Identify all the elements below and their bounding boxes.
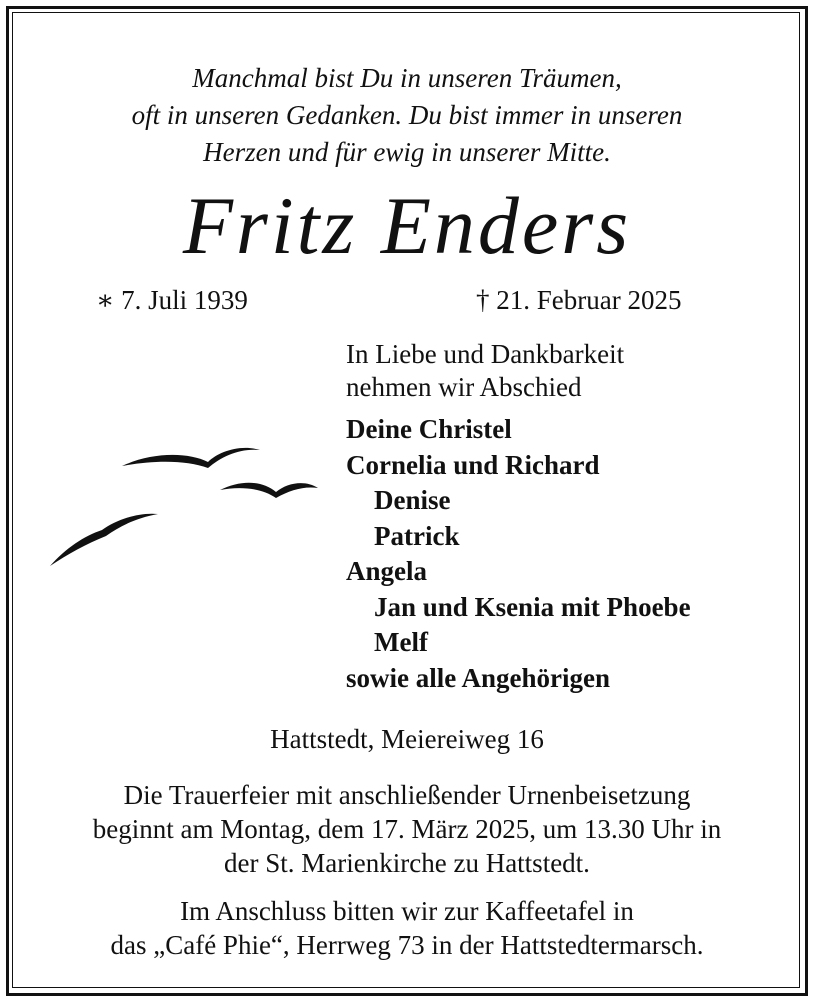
- family-member: Patrick: [374, 520, 460, 551]
- address: Hattstedt, Meiereiweg 16: [270, 724, 544, 754]
- seagull-top-icon: [122, 448, 260, 468]
- family-member: Denise: [374, 485, 451, 515]
- service-line: der St. Marienkirche zu Hattstedt.: [224, 848, 590, 878]
- family-member: Angela: [346, 556, 427, 586]
- poem: [0, 60, 814, 171]
- deceased-name: Fritz Enders: [182, 180, 632, 271]
- family-member: Cornelia und Richard: [346, 449, 600, 480]
- birth-date: ∗ 7. Juli 1939: [96, 285, 248, 315]
- family-member: Jan und Ksenia mit Phoebe: [374, 591, 691, 622]
- poem-line: oft in unseren Gedanken. Du bist immer in unseren: [131, 100, 683, 130]
- death-date: † 21. Februar 2025: [476, 285, 682, 315]
- poem-line: Manchmal bist Du in unseren Träumen,: [192, 63, 622, 93]
- family-member: Deine Christel: [346, 414, 512, 444]
- farewell-line: In Liebe und Dankbarkeit: [346, 339, 625, 369]
- seagull-bottom-icon: [50, 514, 158, 566]
- service-line: beginnt am Montag, dem 17. März 2025, um 13.30 Uhr in: [92, 814, 722, 844]
- family-member: Melf: [374, 627, 428, 657]
- reception-info: [0, 894, 814, 962]
- reception-line: das „Café Phie“, Herrweg 73 in der Hattstedtermarsch.: [110, 930, 704, 960]
- seagull-middle-icon: [220, 483, 318, 498]
- poem-line: Herzen und für ewig in unserer Mitte.: [203, 137, 611, 167]
- reception-line: Im Anschluss bitten wir zur Kaffeetafel in: [180, 896, 634, 926]
- service-line: Die Trauerfeier mit anschließender Urnenbeisetzung: [123, 780, 691, 810]
- service-info: [0, 778, 814, 880]
- family-list: [346, 412, 691, 696]
- family-member: sowie alle Angehörigen: [346, 662, 610, 693]
- seagulls-icon: [40, 430, 330, 580]
- farewell-text: [346, 338, 624, 404]
- farewell-line: nehmen wir Abschied: [346, 372, 582, 402]
